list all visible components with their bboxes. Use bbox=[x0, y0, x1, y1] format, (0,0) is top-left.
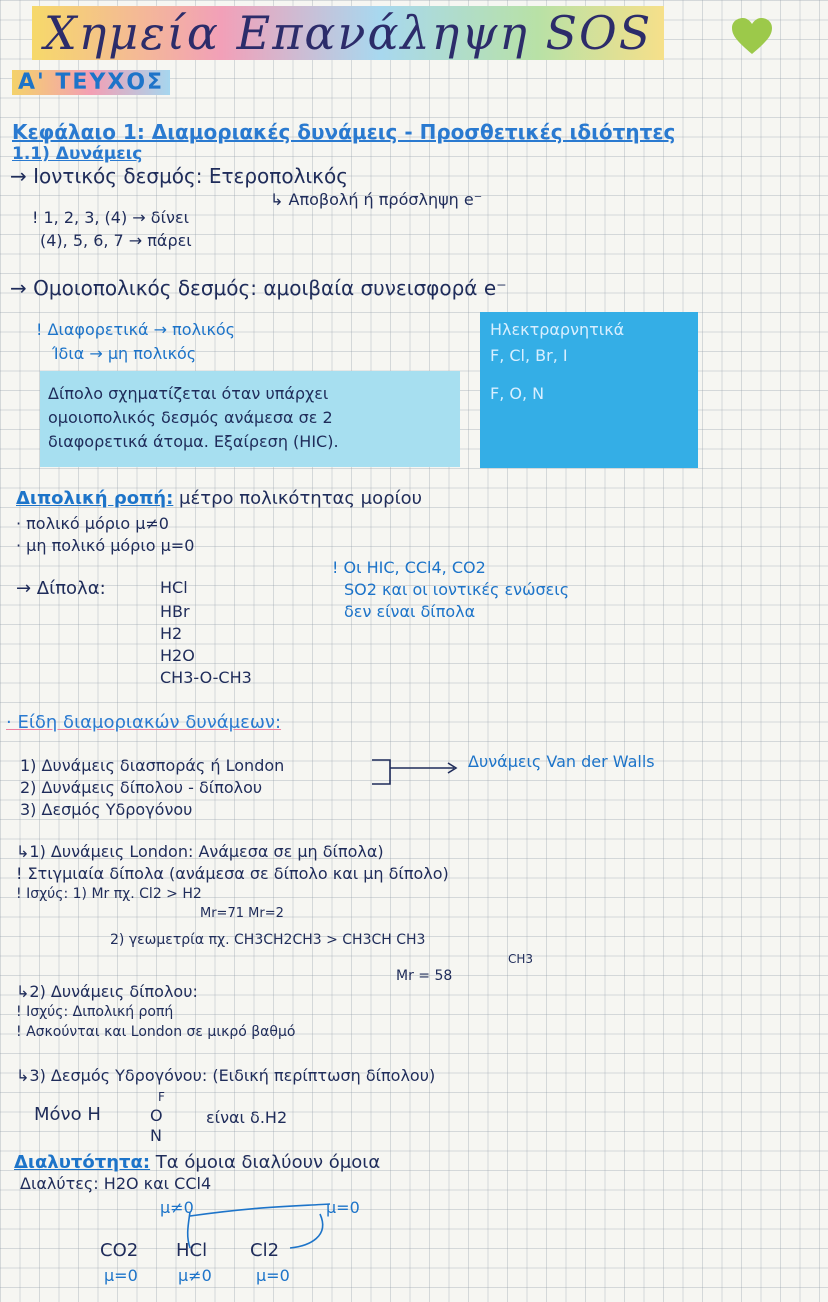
molecule: HCl bbox=[176, 1240, 208, 1261]
solubility-line: Διαλυτότητα: Τα όμοια διαλύουν όμοια bbox=[14, 1152, 381, 1173]
dipole-dipole-line: ! Ασκούνται και London σε μικρό βαθμό bbox=[16, 1024, 296, 1040]
ionic-note: ↳ Αποβολή ή πρόσληψη e⁻ bbox=[270, 190, 483, 209]
molecule: CO2 bbox=[100, 1240, 139, 1261]
molecule: Cl2 bbox=[250, 1240, 280, 1261]
dipole-note-line: διαφορετικά άτομα. Εξαίρεση (HIC). bbox=[48, 432, 339, 451]
type-item: 3) Δεσμός Υδρογόνου bbox=[20, 800, 193, 819]
dipole-item: H2O bbox=[160, 646, 195, 665]
heart-icon bbox=[730, 16, 774, 56]
non-dipole-note: ! Οι HIC, CCl4, CO2 bbox=[332, 558, 486, 577]
section-heading: 1.1) Δυνάμεις bbox=[12, 144, 143, 164]
dipole-item: CH3-O-CH3 bbox=[160, 668, 252, 687]
non-dipole-note: δεν είναι δίπολα bbox=[344, 602, 476, 621]
dipole-item: HBr bbox=[160, 602, 190, 621]
covalent-bond: → Ομοιοπολικός δεσμός: αμοιβαία συνεισφορά e⁻ bbox=[10, 276, 507, 300]
solvents-line: Διαλύτες: H2O και CCl4 bbox=[20, 1174, 212, 1193]
london-line: ↳1) Δυνάμεις London: Ανάμεσα σε μη δίπολα) bbox=[16, 842, 384, 861]
molecule-mu: μ=0 bbox=[256, 1266, 290, 1285]
dipole-item: H2 bbox=[160, 624, 183, 643]
dipole-note-line: Δίπολο σχηματίζεται όταν υπάρχει bbox=[48, 384, 329, 403]
dipole-moment: Διπολική ροπή: μέτρο πολικότητας μορίου bbox=[16, 488, 423, 509]
london-line: CH3 bbox=[508, 952, 534, 966]
solubility-arrows-icon bbox=[120, 1196, 350, 1256]
dipole-item: HCl bbox=[160, 578, 188, 597]
dipole-dipole-line: ! Ισχύς: Διπολική ροπή bbox=[16, 1004, 174, 1020]
type-item: 2) Δυνάμεις δίπολου - δίπολου bbox=[20, 778, 263, 797]
hb-atom: O bbox=[150, 1106, 163, 1125]
electronegative-title: Ηλεκτραρνητικά bbox=[490, 320, 625, 339]
hb-atom: N bbox=[150, 1126, 162, 1145]
page-title: Χημεία Επανάληψη SOS bbox=[32, 6, 664, 60]
london-line: Mr=71 Mr=2 bbox=[200, 906, 284, 921]
dipoles-label: → Δίπολα: bbox=[16, 578, 106, 599]
polar-different: ! Διαφορετικά → πολικός bbox=[36, 320, 236, 339]
bracket-arrow-icon bbox=[370, 758, 460, 788]
groups-take: (4), 5, 6, 7 → πάρει bbox=[40, 231, 192, 250]
electronegative-list: F, Cl, Br, I bbox=[490, 346, 568, 365]
hb-atom: F bbox=[158, 1090, 165, 1104]
hydrogen-bond-only: Μόνο H bbox=[34, 1104, 101, 1125]
ionic-bond: → Ιοντικός δεσμός: Ετεροπολικός bbox=[10, 164, 348, 188]
mu-label: μ=0 bbox=[326, 1198, 360, 1217]
dipole-note-line: ομοιοπολικός δεσμός ανάμεσα σε 2 bbox=[48, 408, 333, 427]
london-line: ! Στιγμιαία δίπολα (ανάμεσα σε δίπολο και μη δίπολο) bbox=[16, 864, 449, 883]
hydrogen-bond-line: ↳3) Δεσμός Υδρογόνου: (Ειδική περίπτωση δίπολου) bbox=[16, 1066, 436, 1085]
london-line: Mr = 58 bbox=[396, 968, 453, 984]
groups-give: ! 1, 2, 3, (4) → δίνει bbox=[32, 208, 189, 227]
polar-molecule: · πολικό μόριο μ≠0 bbox=[16, 514, 169, 533]
london-line: 2) γεωμετρία πχ. CH3CH2CH3 > CH3CH CH3 bbox=[110, 932, 426, 948]
polar-same: Ίδια → μη πολικός bbox=[52, 344, 197, 363]
types-heading: · Είδη διαμοριακών δυνάμεων: bbox=[6, 712, 282, 733]
non-dipole-note: SO2 και οι ιοντικές ενώσεις bbox=[344, 580, 570, 599]
chapter-heading: Κεφάλαιο 1: Διαμοριακές δυνάμεις - Προσθετικές ιδιότητες bbox=[12, 120, 676, 144]
london-line: ! Ισχύς: 1) Mr πχ. Cl2 > H2 bbox=[16, 886, 202, 902]
van-der-walls: Δυνάμεις Van der Walls bbox=[468, 752, 655, 771]
electronegative-list: F, O, N bbox=[490, 384, 545, 403]
type-item: 1) Δυνάμεις διασποράς ή London bbox=[20, 756, 285, 775]
hydrogen-bond-result: είναι δ.H2 bbox=[206, 1108, 288, 1127]
molecule-mu: μ≠0 bbox=[178, 1266, 212, 1285]
nonpolar-molecule: · μη πολικό μόριο μ=0 bbox=[16, 536, 195, 555]
issue-label: Α' ΤΕΥΧΟΣ bbox=[12, 70, 170, 95]
mu-label: μ≠0 bbox=[160, 1198, 194, 1217]
molecule-mu: μ=0 bbox=[104, 1266, 138, 1285]
dipole-dipole-line: ↳2) Δυνάμεις δίπολου: bbox=[16, 982, 198, 1001]
